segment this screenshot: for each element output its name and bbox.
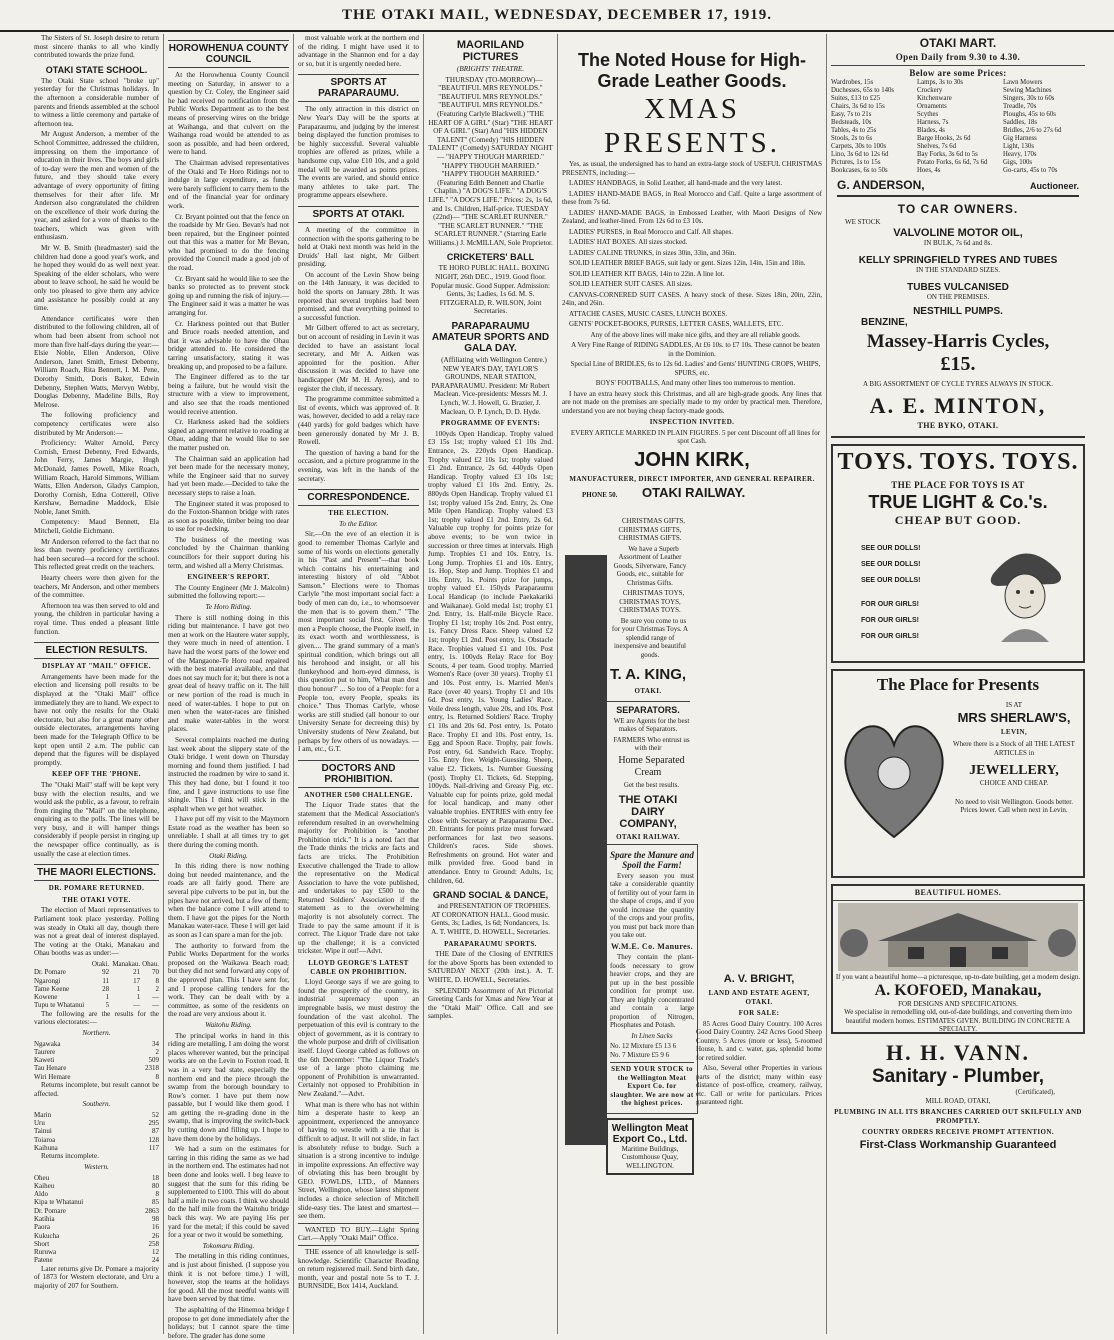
paragraph: Lloyd George says if we are going to found the prosperity of the country, its industrial supremacy upon an impregnable basis, we must destroy the foundation of the vast alcohol. The perpetuation of this evil is contrary to the object of government, as it is contrary to the whole purpose and drift of civilisation itself. Lloyd George cabled as follows on the 6th December: "The Liquor Trade's use of a large photo claiming me opponent of Prohibition is unwarranted. Certainly not opposed to Prohibition in New Zealand."—Advt.: [298, 978, 419, 1098]
wme-co-ad: [606, 1118, 694, 1176]
list-item: Kitchenware: [917, 95, 952, 103]
section-heading: SPORTS AT OTAKI.: [298, 206, 419, 223]
list-item: Gig Harness: [1003, 135, 1037, 143]
ad-subheading: PARAPARAUMU SPORTS.: [444, 939, 537, 948]
ad-name: T. A. KING,: [609, 666, 687, 684]
ad-headline: TOYS. TOYS. TOYS.: [837, 449, 1079, 476]
ad-body: Home Separated Cream: [618, 754, 685, 778]
ad-name: H. H. VANN.: [885, 1040, 1031, 1066]
list-item: Go-carts, 45s to 70s: [1003, 167, 1058, 175]
subheading: ANOTHER £500 CHALLENGE.: [304, 790, 413, 799]
list-item: Chairs, 3s 6d to 15s: [831, 103, 885, 111]
ad-headline: JEWELLERY,: [969, 763, 1059, 779]
ad-body: Also, Several other Properties in various parts of the district; many within easy distance of post-office, creamery, railway, etc. Call or write for particulars. Prices guaranteed right.: [696, 1064, 822, 1107]
ad-body: WE STOCK: [845, 218, 881, 227]
subheading: Otaki Riding.: [209, 851, 248, 860]
list-item: Bridles, 2/6 to 27s 6d: [1003, 127, 1062, 135]
column-rule: [423, 34, 424, 1334]
table-row: Dr. Pomare 92 21 70: [34, 968, 159, 977]
ad-subheading: PROGRAMME OF EVENTS:: [440, 419, 541, 428]
paragraph: Afternoon tea was then served to old and young, the children in particular having a royal time. Thus ended a pleasant little function.: [34, 601, 159, 636]
southern-table: [34, 1111, 159, 1152]
paragraph: The following are the results for the various electorates:—: [34, 1009, 159, 1027]
ad-body: SEE OUR DOLLS!: [861, 561, 921, 569]
list-item: Lawn Mowers: [1003, 79, 1043, 87]
list-item: Duchesses, 65s to 140s: [831, 87, 895, 95]
ad-body: NESTHILL PUMPS.: [913, 306, 1003, 318]
paragraph: On account of the Levin Show being on the 14th January, it was decided to hold the sports on January 28th. It was reported that several trophies had been promised, and that everything pointed to a successful function.: [298, 270, 419, 322]
list-item: Singers, 30s to 60s: [1003, 95, 1055, 103]
paragraph: Cr. Bryant said he would like to see the banks so protected as to prevent stock going up and running the risk of injury.—The Engineer said it was a matter he was arranging for.: [168, 274, 289, 318]
paragraph: Hearty cheers were then given for the teachers, Mr Anderson, and other members of the committee.: [34, 574, 159, 600]
ad-body: Any of the above lines will make nice gifts, and they are all reliable goods.: [590, 330, 801, 339]
paragraph: At the Horowhenua County Council meeting on Saturday, in answer to a question by Cr. Coley, the Engineer said he had received no notification from the Public Works Department as to the best means of preserving wires on the bridge at Waihanga, and that culvert on the Waihanga road would be attended to as soon as possible, and had been ordered, were to hand.: [168, 71, 289, 157]
ad-heading: TO CAR OWNERS.: [897, 202, 1019, 217]
ad-heading: THE OTAKI DAIRY COMPANY,: [618, 794, 678, 831]
ad-headline: Massey-Harris Cycles,: [866, 331, 1050, 353]
paragraph: Returns incomplete.: [41, 1152, 99, 1161]
paragraph: There is still nothing doing in this riding but maintenance. I have got two men at work on the Hautere water supply, they were much in need of attention. I have had the worst parts of the lower end of the Mangaone-Te Horo road repaired with the best material available, and that does not say much for it; but there is not a great deal of heavy traffic on it. The hill or new portion of the road is much in need of water-tables. I hope to put on men when the water-races are finished and make water-tables in the worst places.: [168, 613, 289, 734]
list-item: Carpets, 30s to 100s: [831, 143, 887, 151]
list-item: Stools, 2s to 6s: [831, 135, 873, 143]
ad-body: IN THE STANDARD SIZES.: [915, 266, 1001, 275]
list-item: CANVAS-CORNERED SUIT CASES. A heavy stock of these. Sizes 18in, 20in, 22in, 24in, and 26in.: [562, 290, 822, 307]
list-item: Saddles, 18s: [1003, 119, 1037, 127]
list-item: Wardrobes, 15s: [831, 79, 874, 87]
list-item: Tables, 4s to 25s: [831, 127, 877, 135]
paragraph: Later returns give Dr. Pomare a majority of 1873 for Western electorate, and Uru a majority of 207 for Southern.: [34, 1264, 159, 1290]
minton-ad: [831, 202, 1085, 438]
ad-subheading: FOR SALE:: [738, 1009, 780, 1018]
ad-body: We specialise in remodelling old, out-of-date buildings, and converting them into beautiful modern homes. ESTIMATES GIVEN. BUILDING IN CONCRETE A SPECIALTY.: [844, 1008, 1072, 1034]
list-item: LADIES' HAND-MADE BAGS, in Real Morocco and Calf. Quite a large assortment of these from 7s 6d.: [562, 189, 822, 206]
table-row: Marin 52: [34, 1110, 159, 1119]
ad-body: BENZINE,: [861, 317, 908, 329]
table-row: Katihia 98: [34, 1214, 159, 1223]
list-item: SOLID LEATHER SUIT CASES. All sizes.: [569, 280, 693, 288]
ad-body: Get the best results.: [623, 780, 680, 789]
subheading: ENGINEER'S REPORT.: [187, 573, 270, 582]
section-heading: CORRESPONDENCE.: [298, 489, 419, 506]
price-list: [831, 79, 1085, 175]
vote-table: Otaki. Manakau. Ohau. Dr. Pomare 92 21 70 Ngarongi 11 17 8 Tame Keene 28 1 2 Kowene 1 1 — Tupu te Whatanui 5 — —: [34, 960, 159, 1010]
western-table: [34, 1174, 159, 1265]
ad-name: Wellington Meat Export Co., Ltd.: [611, 1122, 689, 1145]
ad-body: They contain the plant-foods necessary to grow heavier crops, and they are put up in the best possible condition for prompt use. They are highly concentrated and contain a large proportion of Nitrogen, Phosphates and Potash.: [610, 953, 694, 1030]
ad-heading: BEAUTIFUL HOMES.: [833, 889, 1083, 901]
section-heading: ELECTION RESULTS.: [34, 642, 159, 659]
list-item: LADIES' CALINE TRUNKS, in sizes 30in, 33in, and 36in.: [569, 248, 737, 257]
ad-body: 100yds Open Handicap. Trophy valued £3 15s 1st; trophy valued £1 10s 2nd. Entrance, 2s. 220yds Open Handicap. Trophy valued £2 10s 1st; trophy valued £1 2nd. Entrance, 2s 6d. 440yds Open Handicap. Trophy valued £3 10s 1st; trophy valued £1 10s 2nd. Entry, 2s. 880yds Open Handicap. Trophy valued £1 1st; trophy valued 15s 2nd. Entry, 2s. One Mile Open Handicap. Trophy valued £3 1st; trophy valued £1 2nd. Entry, 2s 6d. Valuable cup trophy for points prize for above events; to be won twice in succession or three times at intervals. High Jump. Trophies £1 and 10s. Entry, 1s. Long Jump. Trophies £1 and 10s. Entry, 1s. Hop, Step and Jump. Trophies £1 and 10s. Entry, 1s. Points prize for jumps, trophy valued £1. 150yds Paraparaumu Local Handicap (to include Paekakariki and Waikanae). Gold medal 1st; trophy £1 2nd. Entry, 1s. Half-mile Bicycle Race. Trophy £1 1st; trophy 10s 2nd. Post entry, 1s. Fancy Dress Race. Sheep valued £2 1st; trophy £1 2nd. Post entry, 1s. Obstacle Race. Trophies valued £1 and 10s. Post entry, 1s. 100yds Relay Race for Boy Scouts, 4 per team. Good trophy. Married Women's Race (over 30 years). Trophy £1 and 10s. Post entry, 1s. Married Men's Race (over 40 years). Trophy £1 and 10s 6d. Post entry, 1s. Young Ladies' Race. Voile dress length, value 20s, and 10s. Post entry, 1s. Returned Soldiers' Race. Trophy £1 10s and 20s 6d. Post entry, 1s. Potato Race. Trophy £1 and 10s. Post entry, 1s. Egg and Spoon Race. Trophy, pair fowls. Post entry, 6d. Sandwich Race. Trophy. 15s. Entry free. Weight-Guessing. Sheep, value £2. Tickets, 1s. Number Guessing (post). Trophy £1. Tickets, 6d. Stepping, 100yds. Nail-driving and Greasy Pig, etc. Valuable cup for points prize, gold medal for local handicap, and many other valuable trophies. ENTRIES with entry fee close with Secretary at Paraparaumu Dec. 20. Entrants for points prize must forward performances for last two seasons. Children's races. Side shows. Refreshments on ground. Hot water and milk provided free. Good band in attendance. Entry to Ground: Adults, 1s; children, 6d.: [428, 429, 553, 885]
ad-body: Special Line of BRIDLES, 6s to 12s 6d. Ladies' and Gents' HUNTING CROPS, WHIPS, SPURS, etc.: [570, 360, 821, 377]
paragraph: The Liquor Trade states that the statement that the Medical Association's referendum resulted in an overwhelming majority for Prohibition is "another Prohibition trick." It is a noted fact that the Trade thinks the tricks are facts and facts are tricks. The Prohibition Executive challenged the Trade to allow the representative on the Medical Association to have the vote published, and undertakes to pay £500 to the Returned Soldiers' Association if the statement as to the overwhelming majority is not absolutely correct. The Trade to pay the same amount if it is correct. The Liquor Trade dare not take up the challenge; it is a convicted trickster. Wipe it out!—Advt.: [298, 801, 419, 956]
list-item: Light, 130s: [1003, 143, 1034, 151]
list-item: ATTACHE CASES, MUSIC CASES, LUNCH BOXES.: [569, 309, 728, 318]
list-item: Potato Forks, 6s 6d, 7s 6d: [917, 159, 988, 167]
ad-subheading: (BRIGHTS' THEATRE.: [456, 65, 525, 73]
subheading: DR. POMARE RETURNED.: [48, 884, 145, 893]
ad-body: and PRESENTATION OF TROPHIES. AT CORONATION HALL. Good music. Gents, 3s; Ladies, 1s 6d; Nondancers, 1s. A. T. WHITE, D. HOWELL, Secretaries.: [431, 902, 551, 937]
list-item: SOLID LEATHER BRIEF BAGS, suit lady or gent. Sizes 12in, 14in, 15in and 18in.: [569, 259, 806, 267]
table-row: Wiri Hemare 8: [34, 1072, 159, 1081]
ad-body: OTAKI RAILWAY.: [642, 485, 746, 501]
paragraph: I have put off my visit to the Maymorn Estate road as the weather has been so unreliable. I shall at all times try to get there during the coming month.: [168, 815, 289, 850]
paragraph: Mr Anderson referred to the fact that no less than twenty proficiency certificates had been secured—a record for the school. This reflected great credit on the teachers.: [34, 537, 159, 572]
ad-body: PLUMBING IN ALL ITS BRANCHES CARRIED OUT SKILFULLY AND PROMPTLY.: [834, 1108, 1082, 1125]
paragraph: Sir,—On the eve of an election it is good to remember Thomas Carlyle and some of his words on elections generally in his "Past and Present"—that book which contains his entertaining and interesting history of old "Abbot Samson." Elections were to Thomas Carlyle "the most important social fact: a body of men can do, i.e., to whomsoever the men that is to govern them." "The most important social first. Given the men a People choose, the People itself, in its exact worth and worthlessness, is given.... The grand summary of a man's spiritual condition, which brings out all his herohood and insight, or all his flunkeyhood and horn-eyed dimness, is this question put to him, 'What man dost thou honour?' ... So too of a People: for a People too, every People, speaks its choice." Thus Thomas Carlyle, whose works are still studied (all honour to our University Senate for decreeing this) by University students of New Zealand, but perhaps by few others of us nowadays. —I am, etc., G.T.: [298, 530, 419, 754]
sherlaw-ad: [831, 669, 1085, 878]
ad-body: MANUFACTURER, DIRECT IMPORTER, AND GENERAL REPAIRER.: [569, 474, 815, 483]
paragraph: Mr W. B. Smith (headmaster) said the children had done a good year's work, and he hoped they would do as well next year. Speaking of the elder scholars, who were about to leave school, he said he would be only too pleased to give them any advice and assistance he possibly could at any time.: [34, 244, 159, 313]
ad-body: THE Date of the Closing of ENTRIES for the above Sports has been extended to SATURDAY NEXT (20th inst.). A. T. WHITE, D. HOWELL, Secretaries.: [428, 950, 553, 984]
list-item: Harness, 7s: [917, 119, 949, 127]
toys-ad: [831, 444, 1085, 663]
ad-body: SEE OUR DOLLS!: [861, 577, 921, 585]
vann-ad: [831, 1040, 1085, 1151]
ad-body: FOR OUR GIRLS!: [861, 617, 919, 625]
table-row: Toiaroa 128: [34, 1135, 159, 1144]
ad-body: Yes, as usual, the undersigned has to hand an extra-large stock of USEFUL CHRISTMAS PRESENTS, including:—: [562, 160, 822, 177]
subheading: Tokomaru Riding.: [202, 1241, 255, 1250]
column-rule: [826, 34, 827, 1334]
list-item: Treadle, 70s: [1003, 103, 1037, 111]
ad-heading: W.M.E. Co. Manures.: [610, 941, 694, 951]
list-item: Ornaments: [917, 103, 947, 111]
ad-heading: MAORILAND PICTURES: [456, 39, 525, 63]
list-item: Barge Hooks, 2s 6d: [917, 135, 971, 143]
table-row: Aldo 8: [34, 1190, 159, 1199]
paragraph: Cr. Harkness asked had the soldiers signed an agreement relative to roading at Ohau, adding that he would like to see the matter pushed on.: [168, 418, 289, 452]
subheading: Waitohu Riding.: [205, 1020, 252, 1029]
list-item: Sewing Machines: [1003, 87, 1052, 95]
paragraph: The authority to forward from the Public Works Department for the works proposed on the Waikawa Beach road; but they did not send forward any copy of the approved plan. This I have sent for, and I propose calling tenders for the work. They can be dealt with by a committee, as some of the residents on the road are very anxious about it.: [168, 941, 289, 1019]
list-item: Crockery: [917, 87, 943, 95]
list-item: Bedsteads, 10s: [831, 119, 872, 127]
column-6: [831, 34, 1085, 1336]
ad-name: A. V. BRIGHT,: [723, 973, 795, 986]
list-item: SOLID LEATHER KIT BAGS, 14in to 22in. A line lot.: [569, 269, 725, 278]
paragraph: The "Otaki Mail" staff will be kept very busy with the election results, and we would ask the public, as a favour, to refrain from ringing the "Mail" on the telephone, enquiring as to the polls. The lines will be very busy, and it will hamper things considerably if people persist in ringing up the newspaper office continually, as is usually the case at election times.: [34, 780, 159, 858]
paragraph: The programme committee submitted a list of events, which was approved of. It was, however, decided to add a relay race (440 yards) for gold badges which have been generously donated by Mr J. B. Rowell.: [298, 395, 419, 447]
ad-body: FOR OUR GIRLS!: [861, 601, 919, 609]
ad-body: In Linen Sacks: [631, 1031, 673, 1040]
list-item: Shelves, 7s 6d: [917, 143, 957, 151]
ad-body: Where there is a Stock of all THE LATEST ARTICLES in: [953, 740, 1075, 757]
paragraph: The County Engineer (Mr J. Malcolm) submitted the following report:—: [168, 583, 289, 601]
ad-body: CHRISTMAS GIFTS, CHRISTMAS GIFTS, CHRISTMAS GIFTS.: [618, 517, 685, 543]
ad-body: Be sure you come to us for your Christmas Toys. A splendid range of inexpensive and beautiful goods.: [611, 616, 689, 659]
list-item: Lamps, 3s to 30s: [917, 79, 964, 87]
list-item: LADIES' PURSES, in Real Morocco and Calf. All shapes.: [569, 227, 733, 236]
classified-ad: WANTED TO BUY.—Light Spring Cart.—Apply "Otaki Mail" Office.: [298, 1223, 419, 1243]
table-row: Tupu te Whatanui 5 — —: [34, 1001, 159, 1010]
subheading: Northern.: [82, 1028, 111, 1037]
table-row: Uru 295: [34, 1119, 159, 1128]
paragraph: most valuable work at the northern end of the riding. I might have used it to advantage in the Shannon end for a day or so, but it is urgently needed here.: [298, 34, 419, 68]
paragraph: In this riding there is now nothing doing but needed maintenance, and the roads are all fairly good. There are several pipe culverts to be put in, but the pipes have not arrived, but a few of them; when the balance come I will attend to them. I have got the pipes for the North Manakau water-race. These I will get laid as soon as I can spare a man for the job.: [168, 862, 289, 939]
paragraph: The only attraction in this district on New Year's Day will be the sports at Paraparaumu, and judging by the interest being displayed the function promises to be highly successful. Several valuable trophies are offered as prizes, while a handsome cup, value £10 10s, and a gold medal will be awarded as points prizes. The events are varied, and should entice many athletes to take part. The programme appears elsewhere.: [298, 105, 419, 200]
section-heading: OTAKI STATE SCHOOL.: [45, 64, 148, 75]
damaged-page-strip: [565, 555, 607, 1145]
paragraph: The Chairman said an application had yet been made for the necessary money, while the Engineer said that no survey had yet been made.—Decided to take the necessary steps to raise a loan.: [168, 454, 289, 497]
table-row: Ruruwa 12: [34, 1248, 159, 1257]
ad-body: IS AT: [1005, 701, 1023, 710]
paragraph: The business of the meeting was concluded by the Chairman thanking councillors for their support during his term, and wished all a Merry Christmas.: [168, 535, 289, 570]
ad-heading: GRAND SOCIAL & DANCE,: [432, 890, 549, 901]
list-item: LADIES' HANDBAGS, in Solid Leather, all hand-made and the very latest.: [569, 179, 783, 187]
ad-body: WE are Agents for the best makes of Separators.: [613, 716, 690, 734]
paragraph: Arrangements have been made for the election and licensing poll results to be displayed at the "Otaki Mail" office immediately they are to hand. We expect to have not only the results for the Otaki electorate, but also for a great many other outside electorates, arrangements having been made for the Telegraph Office to be kept open until 2 a.m. The public can depend that the figures will be displayed promptly.: [34, 672, 159, 767]
list-item: Suites, £13 to £25: [831, 95, 881, 103]
paragraph: The Otaki State school "broke up" yesterday for the Christmas holidays. In the afternoon a considerable number of parents and friends assembled at the school to witness a little ceremony and partake of afternoon tea.: [34, 76, 159, 128]
paragraph: Cr. Harkness pointed out that Butler and Bruce roads needed attention, and that it was advisable to have the Ohau bridge attended to. He considered the tarring unsatisfactory, stating it was breaking up, and proposed to be a failure.: [168, 319, 289, 371]
column-1: [34, 34, 159, 1336]
ad-body: (Affiliating with Wellington Centre.) NEW YEAR'S DAY, TAYLOR'S GROUNDS, NEAR STATION, PARAPARAUMU. President: Mr Robert Maclean. Vice-presidents: Messrs M. J. Lynch, W. J. Howell, G. Brazier, J. Maclean, O. P. Lynch, D. D. Hyde.: [431, 356, 550, 416]
subheading: DISPLAY AT "MAIL" OFFICE.: [42, 662, 151, 671]
paragraph: Several complaints reached me during last week about the slippery state of the Otaki bridge. I went down on Thursday morning and found them justified. I had instructed the roadmen by wire to sand it. This they had done, but I found it too fine, and I gave instructions to use fine shingle. This I think will stick in the asphalt when we get hot weather.: [168, 735, 289, 813]
ad-body: No need to visit Wellington. Goods better. Prices lower. Call when next in Levin.: [955, 797, 1073, 815]
ad-body: (Certificated),: [1015, 1088, 1055, 1097]
ad-body: LEVIN,: [1000, 727, 1028, 736]
ad-headline: XMAS PRESENTS.: [603, 93, 781, 159]
table-row: Ngarongi 11 17 8: [34, 976, 159, 985]
kofoed-ad: [831, 884, 1085, 1034]
salutation: To the Editor.: [339, 519, 378, 528]
subheading: THE ELECTION.: [328, 509, 389, 518]
house-illustration: [838, 903, 1078, 971]
paragraph: Mr August Anderson, a member of the School Committee, addressed the children, impressing on them the importance of education in their lives. The boys and girls of to-day were the men and women of the future, and they should take every advantage of every opportunity of fitting themselves for their after life. Mr Anderson also congratulated the children on the excellence of their work during the year, and asked for a vote of thanks to the teachers, which was given with enthusiasm.: [34, 130, 159, 242]
list-item: Lino, 3s 6d to 12s 6d: [831, 151, 889, 159]
section-heading: THE MAORI ELECTIONS.: [34, 864, 159, 881]
ad-body: A Very Fine Range of RIDING SADDLES, At £6 10s. to £7 10s. These cannot be beaten in the Dominion.: [571, 341, 820, 358]
table-row: Tainui 87: [34, 1127, 159, 1136]
manure-ad: [606, 844, 698, 1114]
table-row: Oheu 18: [34, 1173, 159, 1182]
list-item: Scythes: [917, 111, 939, 119]
ad-body: If you want a beautiful home—a picturesque, up-to-date building, get a modern design.: [835, 973, 1081, 982]
paragraph: What man is there who has not within him a desperate haste to keep an appointment, experienced the annoyance of having to wrestle with a tie that is difficult to adjust. It will not slide, in fact is absolutely refuse to budge. Such a situation is a strong incentive to indulge in impolite expressions. An effective way of obviating this has been brought by GEO. FOWLDS, LTD., of Manners Street, Wellington, whose latest shipment includes a choice selection of Mitchell slide-easy ties. The latest and smartest—see them.: [298, 1100, 419, 1221]
ad-name: A. KOFOED, Manakau,: [874, 981, 1042, 999]
list-item: LADIES' HAND-MADE BAGS, in Embossed Leather, with Maori Designs of New Zealand, and leather-lined. From 12s 6d to £3 10s.: [562, 208, 822, 225]
ad-name: G. ANDERSON,: [837, 178, 925, 193]
ad-body: KELLY SPRINGFIELD TYRES AND TUBES: [858, 255, 1058, 267]
ad-subheading: Below are some Prices:: [831, 65, 1085, 78]
table-row: Short 258: [34, 1239, 159, 1248]
paragraph: The Engineer differed as to the tar being a failure, but he would visit the structure with a view to improvement, and also see that the roads mentioned would receive attention.: [168, 373, 289, 416]
table-row: Paora 16: [34, 1223, 159, 1232]
table-row: Kaiheu 80: [34, 1181, 159, 1190]
ad-body: EVERY ARTICLE MARKED IN PLAIN FIGURES. 5 per cent Discount off all lines for spot Cash.: [570, 428, 821, 445]
paragraph: Returns incomplete, but result cannot be affected.: [34, 1081, 159, 1098]
ad-subheading: Open Daily from 9.30 to 4.30.: [895, 52, 1021, 62]
paragraph: The question of having a band for the occasion, and a picture programme in the evening, was left in the hands of the secretary.: [298, 448, 419, 483]
ad-body: THE PLACE FOR TOYS IS AT: [891, 480, 1025, 491]
ad-price: £15.: [940, 353, 976, 376]
ad-body: MILL ROAD, OTAKI,: [925, 1096, 991, 1105]
ad-name: TRUE LIGHT & Co.'s.: [868, 491, 1048, 512]
ad-body: First-Class Workmanship Guaranteed: [859, 1139, 1057, 1152]
section-heading: DOCTORS AND PROHIBITION.: [298, 760, 419, 788]
ad-body: LAND AND ESTATE AGENT, OTAKI.: [708, 989, 810, 1006]
ad-body: A BIG ASSORTMENT OF CYCLE TYRES ALWAYS IN STOCK.: [863, 380, 1053, 389]
column-2: [168, 34, 289, 1340]
ad-heading: Spare the Manure and Spoil the Farm!: [610, 849, 694, 870]
ad-name: MRS SHERLAW'S,: [957, 709, 1071, 725]
ad-body: PHONE 50.: [582, 491, 618, 500]
paragraph: Cr. Bryant pointed out that the fence on the roadside by Mr Geo. Bevan's had not been repaired, but the Engineer pointed out that this was a matter for Mr Bevan, who had promised to do the fencing provided the Council made a good job of the road.: [168, 212, 289, 273]
table-row: Taurere 2: [34, 1047, 159, 1056]
ad-headline: The Place for Presents: [876, 675, 1040, 695]
ad-heading: SEPARATORS.: [606, 701, 690, 715]
subheading: THE OTAKI VOTE.: [62, 895, 131, 904]
list-item: GENTS' POCKET-BOOKS, PURSES, LETTER CASES, WALLETS, ETC.: [569, 320, 784, 328]
paragraph: The metalling in this riding continues, and is just about finished. (I suppose you think it is not before time.) I will, however, stop the teams at the holidays for good. All the most needful wants will have been served by that time.: [168, 1252, 289, 1304]
table-row: Kukucha 26: [34, 1231, 159, 1240]
paragraph: The Engineer stated it was proposed to do the Foxton-Shannon bridge with rates as soon as possible, timber being too dear to use for re-decking.: [168, 499, 289, 534]
paragraph: A meeting of the committee in connection with the sports gathering to be held at Otaki next month was held in the Druids' Hall last night, Mr Gilbert presiding.: [298, 225, 419, 269]
ad-body: 85 Acres Good Dairy Country. 100 Acres Good Dairy Country. 242 Acres Good Sheep Country. 5 Acres (more or less), 5-roomed House, h. and c. water, gas, splendid home for retired soldier.: [696, 1019, 822, 1062]
ad-body: Every season you must take a considerable quantity of fertility out of your farm in the shape of crops, and if you would increase the quantity of the crops and your profits, you must put back more than you take out.: [610, 871, 694, 940]
table-row: Ngawaka 34: [34, 1039, 159, 1048]
ad-body: Maritime Buildings, Customhouse Quay, WELLINGTON.: [621, 1144, 679, 1170]
column-3: [298, 34, 419, 1336]
table-row: Tau Henare 2318: [34, 1064, 159, 1073]
table-row: Kowene 1 1 —: [34, 993, 159, 1002]
classified-ad: SPLENDID Assortment of Art Pictorial Greeting Cards for Xmas and New Year at the "Otaki Mail" Office. Call and see samples.: [428, 986, 553, 1021]
ad-body: VALVOLINE MOTOR OIL,: [893, 226, 1023, 239]
ad-body: CHOICE AND CHEAP.: [979, 779, 1049, 788]
ad-heading: OTAKI MART.: [919, 36, 997, 50]
ad-name: A. E. MINTON,: [869, 392, 1047, 418]
classified-ad: THE essence of all knowledge is self-knowledge. Scientific Character Reading on return registered mail. Send birth date, month, year and postal note 5s to T. J. BURNSIDE, Box 1414, Auckland.: [298, 1245, 419, 1291]
list-item: Hoes, 4s: [917, 167, 941, 175]
ad-body: SEND YOUR STOCK to the Wellington Meat Export Co. for slaughter. We are now at the highest prices.: [610, 1062, 694, 1108]
column-rule: [163, 34, 164, 1334]
paragraph: The asphalting of the Hinemoa bridge I propose to get done immediately after the holidays; but I cannot spare the time before. The grader has done some: [168, 1305, 289, 1340]
ad-body: OTAKI.: [634, 687, 662, 696]
table-row: Kaihuna 117: [34, 1144, 159, 1153]
table-row: Kaweti 509: [34, 1056, 159, 1065]
ad-body: TUBES VULCANISED: [907, 281, 1009, 293]
paragraph: Proficiency: Walter Arnold, Percy Cornish, Ernest Debenny, Fred Edwards, John Ferry, James Margie, Hugh McDonald, James Powell, Mike Roach, William Roach, Harold Simmons, William Watts, Ellen Anderson, Gladys Campion, Dorothy Cornish, Edna Cotterell, Olive Kershaw, Bernadine Maddock, Elsie Noble, Janet Smith.: [34, 439, 159, 516]
price-line: No. 7 Mixture £5 9 6: [610, 1050, 670, 1059]
ad-body: CHRISTMAS TOYS, CHRISTMAS TOYS, CHRISTMAS TOYS.: [619, 589, 685, 615]
ad-heading: PARAPARAUMU AMATEUR SPORTS AND GALA DAY.: [431, 321, 550, 355]
ad-body: IN BULK, 7s 6d and 8s.: [923, 238, 993, 247]
ad-body: Auctioneer.: [1029, 181, 1079, 192]
paragraph: The following proficiency and competency certificates were also distributed by Mr Anderson:—: [34, 411, 159, 437]
list-item: Ploughs, 45s to 60s: [1003, 111, 1056, 119]
ad-body: We have a Superb Assortment of Leather Goods, Silverware, Fancy Goods, etc., suitable for Christmas Gifts.: [613, 544, 687, 587]
ad-body: FOR OUR GIRLS!: [861, 633, 919, 641]
paragraph: The election of Maori representatives to Parliament took place yesterday. Polling was steady in Otaki all day, though there was not a great deal of interest displayed. The voting at the Otaki, Manakau and Ohau booths was as under:—: [34, 906, 159, 958]
ad-headline: The Noted House for High-Grade Leather Goods.: [578, 50, 806, 91]
ad-headline: Sanitary - Plumber,: [871, 1066, 1045, 1088]
ad-body: THE BYKO, OTAKI.: [917, 420, 999, 430]
bright-ad-column: [696, 513, 822, 1123]
ad-body: ON THE PREMISES.: [926, 292, 990, 301]
ad-body: BOYS' FOOTBALLS, And many other lines too numerous to mention.: [595, 379, 796, 387]
subheading: KEEP OFF THE 'PHONE.: [52, 770, 141, 779]
ad-body: FOR DESIGNS AND SPECIFICATIONS.: [898, 999, 1018, 1008]
table-row: Dr. Pomare 2863: [34, 1206, 159, 1215]
table-row: Tame Keene 28 1 2: [34, 984, 159, 993]
ad-body: CHEAP BUT GOOD.: [894, 512, 1022, 527]
heart-illustration: [839, 707, 949, 847]
ad-heading: CRICKETERS' BALL: [446, 252, 535, 263]
list-item: Pictures, 1s to 15s: [831, 159, 881, 167]
ad-body: FARMERS Who entrust us with their: [613, 735, 690, 753]
thanks-notice: The Sisters of St. Joseph desire to return most sincere thanks to all who kindly contributed towards the prize fund.: [34, 34, 159, 60]
column-rule: [557, 34, 558, 1334]
subheading: Western.: [84, 1162, 109, 1171]
list-item: Easy, 7s to 21s: [831, 111, 872, 119]
paragraph: Competency: Maud Bennett, Ela Mitchell, Goldie Eichmann.: [34, 518, 159, 536]
paragraph: Mr Gilbert offered to act as secretary, but on account of residing in Levin it was decided to have an assistant local secretary, and Mr A. Aitken was appointed for the position. After discussion it was decided to have one handicapper (Mr M. H. Ayres), and to register the club, if necessary.: [298, 324, 419, 393]
list-item: Bay Forks, 3s 6d to 5s: [917, 151, 978, 159]
column-rule: [293, 34, 294, 1334]
table-row: Patene 24: [34, 1256, 159, 1265]
ad-body: SEE OUR DOLLS!: [861, 545, 921, 553]
ad-body: OTAKI RAILWAY.: [616, 833, 680, 842]
list-item: Gigs, 100s: [1003, 159, 1033, 167]
list-item: Heavy, 170s: [1003, 151, 1037, 159]
masthead: THE OTAKI MAIL, WEDNESDAY, DECEMBER 17, 1919.: [0, 0, 1114, 32]
ad-body: I have an extra heavy stock this Christmas, and all are high-grade goods. Any lines that are not made on the premises are specially made to my order by practical men. Therefore, understand you are not buying cheap factory-made goods.: [562, 389, 822, 415]
price-line: No. 12 Mixture £5 13 6: [610, 1042, 677, 1051]
section-heading: SPORTS AT PARAPARAUMU.: [298, 74, 419, 102]
subheading: Te Horo Riding.: [205, 603, 252, 612]
northern-table: [34, 1040, 159, 1081]
ad-name: JOHN KIRK,: [634, 448, 750, 471]
subheading: LLOYD GEORGE'S LATEST CABLE ON PROHIBITION.: [308, 959, 409, 976]
list-item: LADIES' HAT BOXES. All sizes stocked.: [569, 238, 688, 246]
subheading: Southern.: [82, 1100, 111, 1109]
section-heading: HOROWHENUA COUNTY COUNCIL: [168, 40, 289, 68]
paragraph: The Chairman advised representatives of the Otaki and Te Horo Ridings not to indulge in large expenditure, as funds were barely sufficient to carry them to the end of the financial year for ordinary work.: [168, 158, 289, 210]
ad-body: INSPECTION INVITED.: [649, 418, 735, 426]
paragraph: We had a sum on the estimates for tarring in this riding the same as we had in the northern end. The estimates had not been done and looks well. I beg leave to suggest that the sum for this riding be supplemented to £100. This will do about half a mile in two coats. I think we should do the half mile from the Waitohu bridge back this way. We are paying 16s per yard for the metal; if this could be saved for a year or two it would be something.: [168, 1145, 289, 1240]
ad-body: COUNTRY ORDERS RECEIVE PROMPT ATTENTION.: [861, 1128, 1054, 1137]
girl-illustration: [983, 534, 1067, 646]
paragraph: Attendance certificates were then distributed to the following children, all of whom had been absent from school not more than five half-days during the year:—Elsie Noble, Ellen Anderson, Olive Anderson, Janet Smith, Ernest Debenny, William Roach, Rita Bennett, I. M. Pene, Dorothy Smith, Doris Baker, Edwin Debenny, Stephen Watts, Mervyn Webby, Douglas Debenny, Madeline Bills, Roy Melrose.: [34, 314, 159, 409]
column-4: [428, 34, 553, 1336]
paragraph: The principal works in hand in this riding are metalling, I am doing the worst places wherever wanted, but the principal works are on the Levin to Foxton road. It was in a very bad state, especially the northern end and the piece through the swamp from the borough boundary to Row's corner. I have put them now passable, but I would like them good. I am getting the re-grading done in the swamp, that is improving the switch-back by cutting down and filling up. I hope to have them done by the holidays.: [168, 1031, 289, 1143]
list-item: Blades, 4s: [917, 127, 945, 135]
ad-body: THURSDAY (TO-MORROW)— "BEAUTIFUL MRS REYNOLDS." "BEAUTIFUL MRS REYNOLDS." "BEAUTIFUL MRS REYNOLDS." (Featuring Carlyle Blackwell.) "THE HEART OF A GIRL" (Star) "THE HEART OF A GIRL" (Star) And "HIS HIDDEN TALENT" (Comedy) "HIS HIDDEN TALENT" (Comedy) SATURDAY NIGHT— "HAPPY THOUGH MARRIED." "HAPPY THOUGH MARRIED." "HAPPY THOUGH MARRIED." (Featuring Edith Bennett and Charlie Chaplin.) "A DOG'S LIFE." "A DOG'S LIFE." "A DOG'S LIFE." Prices: 2s, 1s 6d, and 1s. Children, Half-price. TUESDAY (22nd)— "THE SCARLET RUNNER." "THE SCARLET RUNNER." "THE SCARLET RUNNER." (Starring Earle Williams.) J. McMILLAN, Sole Proprietor.: [428, 75, 553, 247]
ad-body: TE HORO PUBLIC HALL. BOXING NIGHT, 26th DEC., 1919. Good floor. Popular music. Good Supper. Admission: Gents, 3s; Ladies, 1s 6d. M. S. FITZGERALD, R. WILSON, Joint Secretaries.: [431, 264, 550, 316]
table-row: Kipa te Whatanui 85: [34, 1198, 159, 1207]
list-item: Bookcases, 6s to 50s: [831, 167, 888, 175]
